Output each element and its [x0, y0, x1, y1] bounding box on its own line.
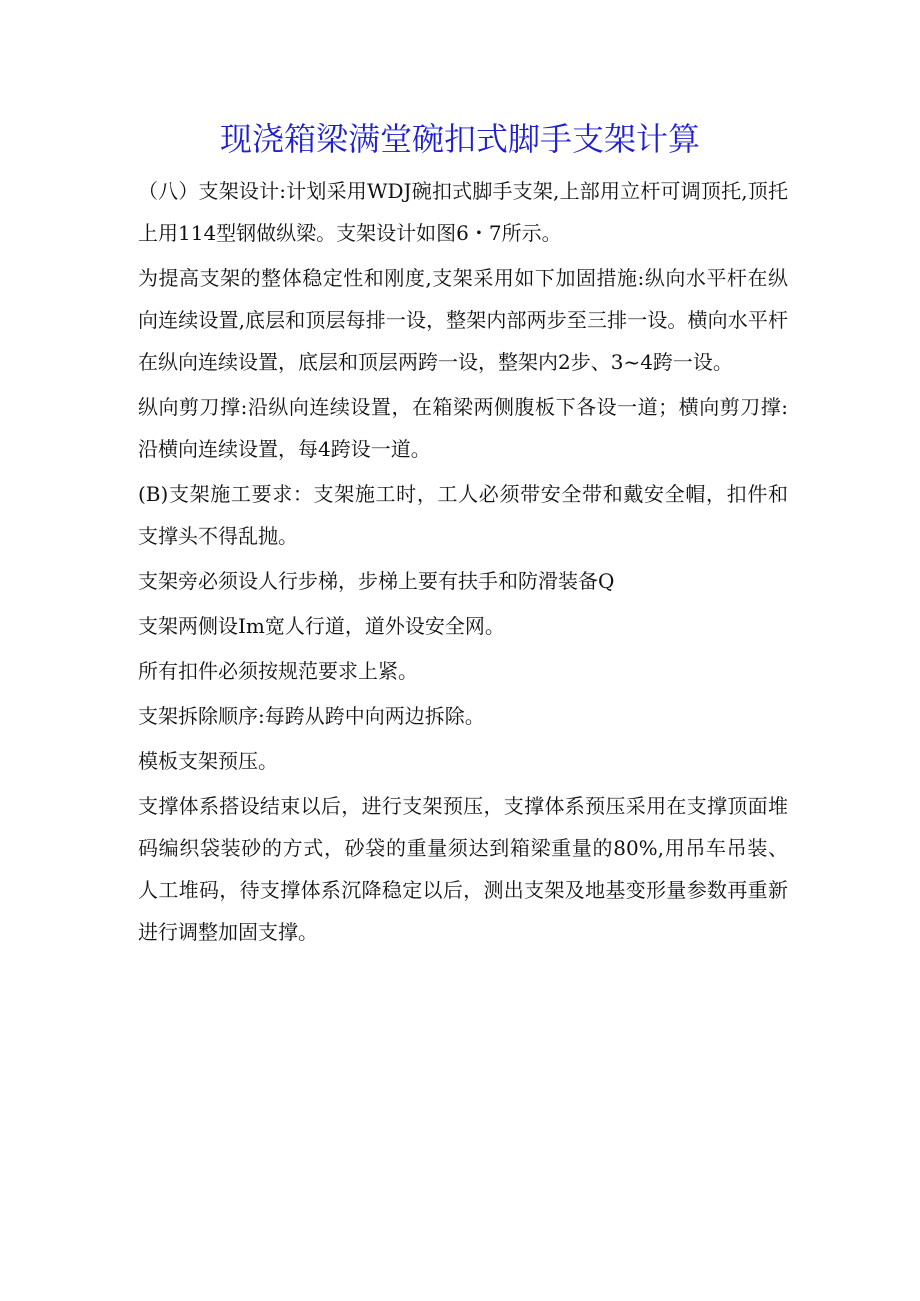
paragraph-reinforcement-measures: 为提高支架的整体稳定性和刚度,支架采用如下加固措施:纵向水平杆在纵向连续设置,底层和顶层每排一设，整架内部两步至三排一设。横向水平杆在纵向连续设置，底层和顶层两跨一设，整架内2步、3~4跨一设。 — [138, 266, 788, 374]
paragraph-stair-ladder: 支架旁必须设人行步梯，步梯上要有扶手和防滑装备Q — [138, 569, 615, 593]
paragraph-preload-heading: 模板支架预压。 — [138, 749, 278, 773]
paragraph-walkway: 支架两侧设Im宽人行道，道外设安全网。 — [138, 614, 505, 638]
paragraph-support-design: （八）支架设计:计划采用WDJ碗扣式脚手支架,上部用立杆可调顶托,顶托上用114型钢做纵梁。支架设计如图6・7所示。 — [138, 179, 788, 245]
paragraph-preload-procedure: 支撑体系搭设结束以后，进行支架预压，支撑体系预压采用在支撑顶面堆码编织袋装砂的方式，砂袋的重量须达到箱梁重量的80%,用吊车吊装、人工堆码，待支撑体系沉降稳定以后，测出支架及地基变形量参数再重新进行调整加固支撑。 — [138, 794, 788, 944]
document-body — [138, 170, 788, 956]
paragraph-construction-requirements: (B)支架施工要求：支架施工时，工人必须带安全带和戴安全帽，扣件和支撑头不得乱抛。 — [138, 482, 788, 548]
paragraph-scissor-bracing: 纵向剪刀撑:沿纵向连续设置，在箱梁两侧腹板下各设一道；横向剪刀撑:沿横向连续设置，每4跨设一道。 — [138, 395, 788, 461]
paragraph-fasteners: 所有扣件必须按规范要求上紧。 — [138, 659, 418, 683]
paragraph-removal-order: 支架拆除顺序:每跨从跨中向两边拆除。 — [138, 704, 485, 728]
document-title: 现浇箱梁满堂碗扣式脚手支架计算 — [219, 120, 700, 158]
